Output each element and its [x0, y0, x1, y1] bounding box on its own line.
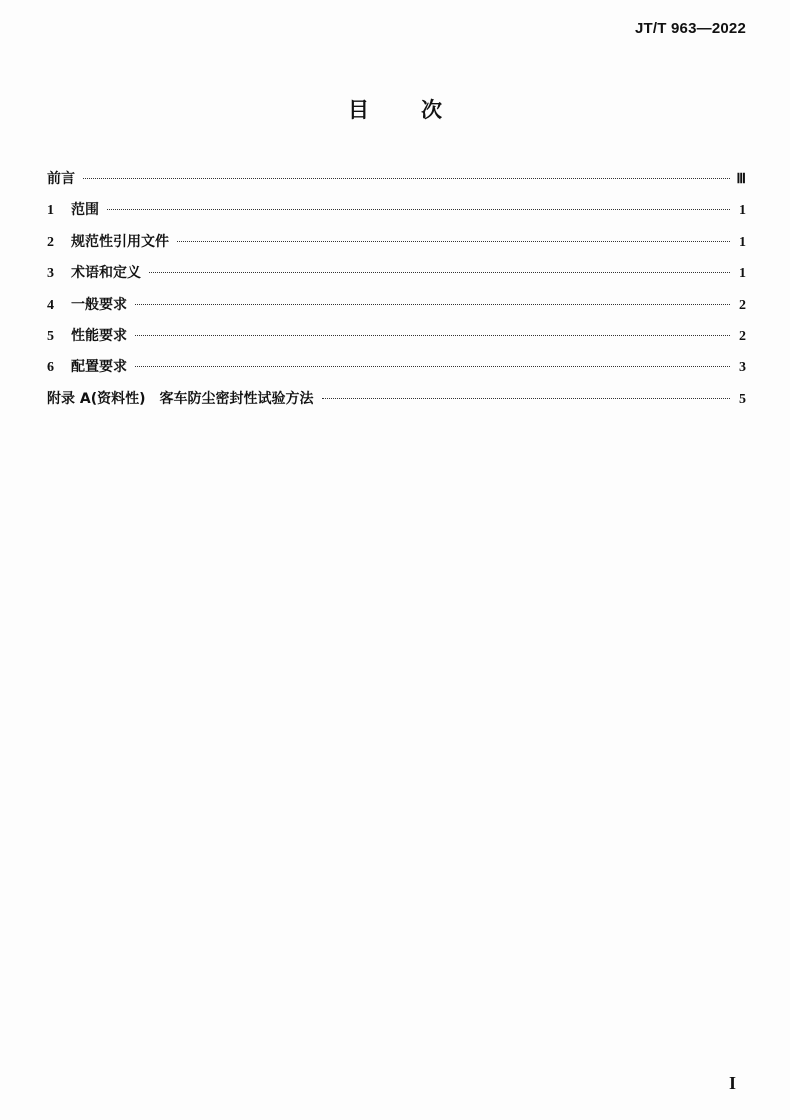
dot-leader [135, 304, 730, 305]
toc-entry-performance-requirements[interactable] [47, 325, 746, 356]
toc-entry-appendix-a[interactable] [47, 388, 746, 419]
toc-entry-page: 3 [739, 360, 746, 376]
page-title [0, 94, 790, 124]
dot-leader [177, 241, 730, 242]
dot-leader [83, 178, 730, 179]
toc-entry-page: 1 [739, 234, 746, 250]
toc-entry-label: 性能要求 [71, 327, 127, 344]
title-char-2: 次 [421, 98, 442, 122]
standard-code: JT/T 963—2022 [635, 20, 746, 37]
toc-entry-page: 1 [739, 266, 746, 282]
toc-entry-label: 规范性引用文件 [71, 233, 169, 250]
dot-leader [135, 335, 730, 336]
toc-entry-label: 前言 [47, 171, 75, 187]
toc-entry-page: 1 [739, 203, 746, 219]
toc-entry-scope[interactable] [47, 199, 746, 230]
dot-leader [149, 272, 730, 273]
dot-leader [322, 398, 730, 399]
dot-leader [107, 209, 730, 210]
toc-entry-label: 附录 A(资料性) 客车防尘密封性试验方法 [47, 390, 314, 407]
toc-entry-number: 1 [47, 203, 54, 219]
toc-entry-number: 2 [47, 234, 54, 250]
toc-entry-number: 3 [47, 266, 54, 282]
toc-entry-label: 术语和定义 [71, 265, 141, 282]
page-number: I [728, 1073, 736, 1093]
toc-entry-page: Ⅲ [736, 172, 746, 187]
toc-entry-normative-references[interactable] [47, 231, 746, 262]
toc-entry-page: 2 [739, 328, 746, 344]
toc-entry-general-requirements[interactable] [47, 294, 746, 325]
toc-entry-label: 范围 [71, 202, 99, 219]
table-of-contents [47, 168, 746, 419]
toc-entry-terms-definitions[interactable] [47, 262, 746, 293]
toc-entry-page: 5 [739, 391, 746, 407]
toc-entry-page: 2 [739, 297, 746, 313]
toc-entry-configuration-requirements[interactable] [47, 356, 746, 387]
toc-entry-foreword[interactable] [47, 168, 746, 199]
toc-entry-label: 一般要求 [71, 296, 127, 313]
dot-leader [135, 366, 730, 367]
toc-entry-number: 4 [47, 297, 54, 313]
title-char-1: 目 [348, 98, 369, 122]
toc-entry-number: 5 [47, 328, 54, 344]
toc-entry-label: 配置要求 [71, 359, 127, 376]
toc-entry-number: 6 [47, 360, 54, 376]
